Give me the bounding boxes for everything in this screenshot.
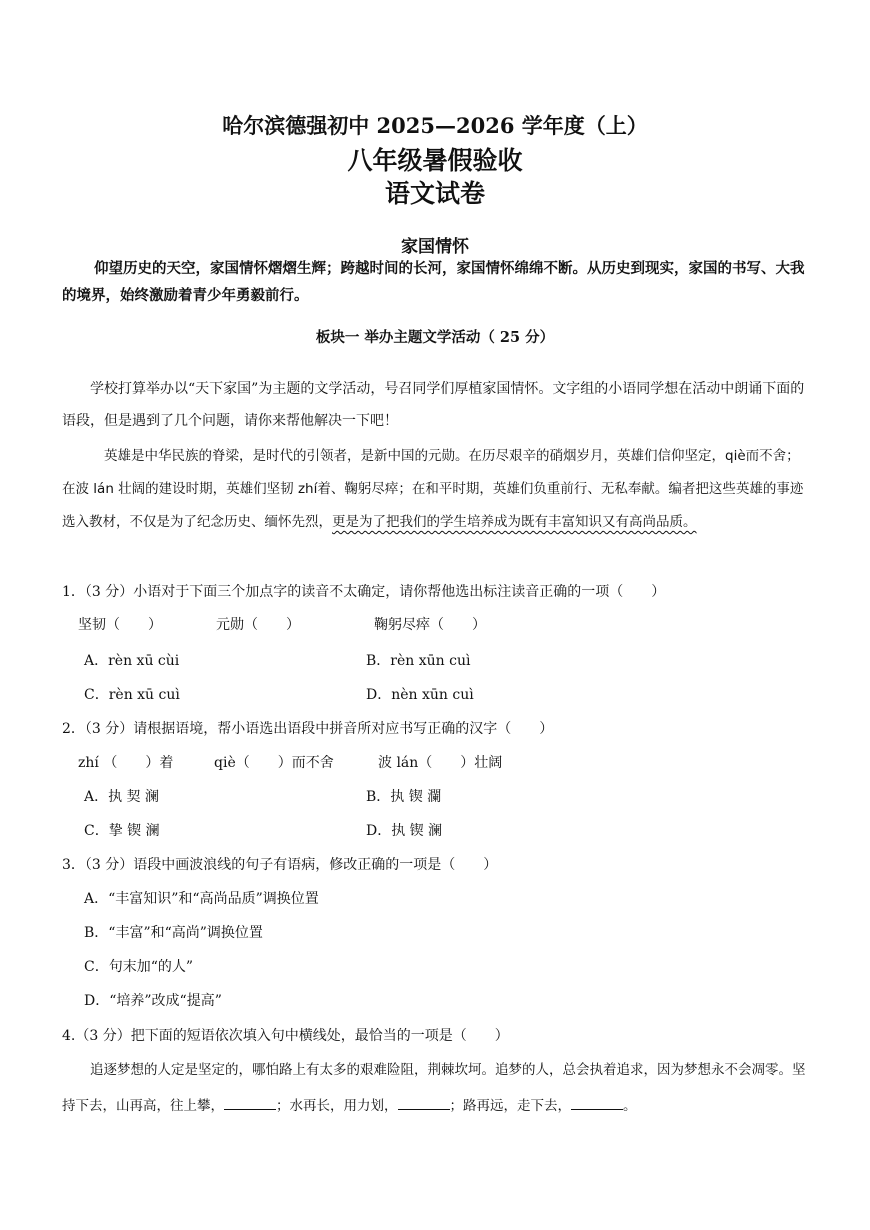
q3-stem: 3．（3 分）语段中画波浪线的句子有语病，修改正确的一项是（ ） <box>62 857 498 873</box>
q4-blank-1[interactable] <box>224 1095 276 1110</box>
q4-passage <box>62 1052 810 1124</box>
q2-option-c[interactable]: C．挚 锲 澜 <box>84 823 160 839</box>
passage-text: 英雄是中华民族的脊梁，是时代的引领者，是新中国的元勋。在历尽艰辛的硝烟岁月，英雄们信仰坚定，qiè而不舍；在波 lán 壮阔的建设时期，英雄们坚韧 zhí着、鞠躬尽瘁；在和平时期，英雄们负重前行、无私奉献。编者把这些英雄的事迹选入教材，不仅是为了纪念历史、缅怀先烈， <box>62 448 804 530</box>
section-heading: 板块一 举办主题文学活动（ 25 分） <box>315 329 555 346</box>
q1-option-b[interactable]: B．rèn xūn cuì <box>366 653 471 669</box>
q1-option-d[interactable]: D．nèn xūn cuì <box>366 687 474 703</box>
q2-option-b[interactable]: B．执 锲 瀾 <box>366 789 442 805</box>
q1-option-a[interactable]: A．rèn xū cùi <box>84 653 180 669</box>
exam-school-title: 哈尔滨德强初中 2025—2026 学年度（上） <box>222 113 648 138</box>
theme-intro: 仰望历史的天空，家国情怀熠熠生辉；跨越时间的长河，家国情怀绵绵不断。从历史到现实，家国的书写、大我的境界，始终激励着青少年勇毅前行。 <box>62 260 805 304</box>
q4-passage-part-c: ；路再远，走下去， <box>449 1098 571 1114</box>
q2-option-d[interactable]: D．执 锲 澜 <box>366 823 443 839</box>
q3-option-c[interactable]: C．句末加“的人” <box>84 959 194 975</box>
q4-stem: 4.（3 分）把下面的短语依次填入句中横线处，最恰当的一项是（ ） <box>62 1028 509 1044</box>
q3-option-d[interactable]: D．“培养”改成“提高” <box>84 993 222 1009</box>
section-intro: 学校打算举办以“天下家国”为主题的文学活动，号召同学们厚植家国情怀。文字组的小语同学想在活动中朗诵下面的语段，但是遇到了几个问题，请你来帮他解决一下吧！ <box>62 381 805 429</box>
q2-word-3: 波 lán（ ）壮阔 <box>378 755 503 771</box>
q1-word-2: 元勋（ ） <box>216 617 300 633</box>
q2-stem: 2．（3 分）请根据语境，帮小语选出语段中拼音所对应书写正确的汉字（ ） <box>62 721 554 737</box>
q4-passage-part-b: ；水再长，用力划， <box>276 1098 398 1114</box>
q4-blank-2[interactable] <box>398 1095 450 1110</box>
q4-blank-3[interactable] <box>571 1095 623 1110</box>
q1-stem: 1．（3 分）小语对于下面三个加点字的读音不太确定，请你帮他选出标注读音正确的一项（ ） <box>62 584 666 600</box>
q4-passage-part-a: 追逐梦想的人定是坚定的，哪怕路上有太多的艰难险阻，荆棘坎坷。追梦的人，总会执着追求，因为梦想永不会凋零。坚持下去，山再高，往上攀， <box>62 1062 806 1114</box>
q3-option-a[interactable]: A．“丰富知识”和“高尚品质”调换位置 <box>84 891 319 907</box>
exam-subject-title: 语文试卷 <box>384 179 485 208</box>
exam-grade-title: 八年级暑假验收 <box>347 146 523 175</box>
q4-passage-end: 。 <box>623 1098 637 1114</box>
q1-word-1: 坚韧（ ） <box>78 617 162 633</box>
q2-word-2: qiè（ ）而不舍 <box>214 755 334 771</box>
q2-word-1: zhí （ ）着 <box>78 755 174 771</box>
q3-option-b[interactable]: B．“丰富”和“高尚”调换位置 <box>84 925 263 941</box>
q2-option-a[interactable]: A．执 契 澜 <box>84 789 160 805</box>
reading-passage <box>62 440 810 539</box>
passage-wavy-sentence: 更是为了把我们的学生培养成为既有丰富知识又有高尚品质。 <box>332 514 697 530</box>
q1-word-3: 鞠躬尽瘁（ ） <box>374 617 486 633</box>
q1-option-c[interactable]: C．rèn xū cuì <box>84 687 180 703</box>
theme-title: 家国情怀 <box>401 237 469 257</box>
